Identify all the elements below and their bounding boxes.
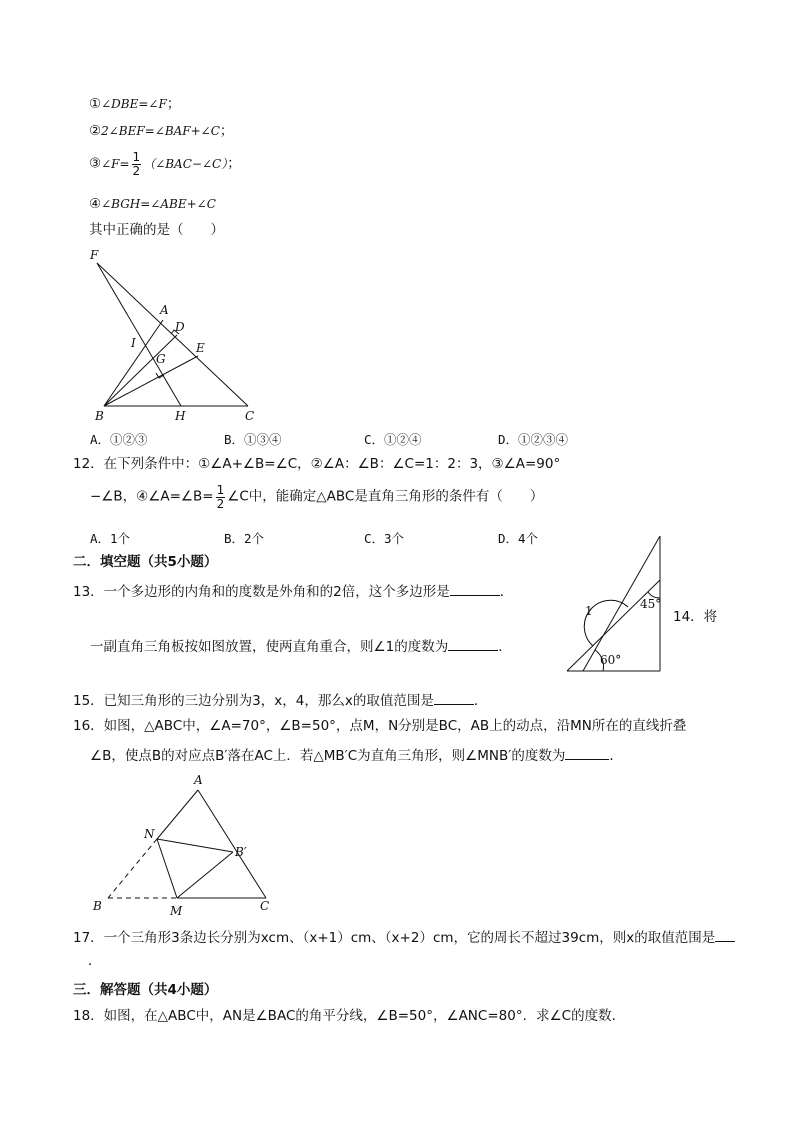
punctuation: ． <box>609 748 623 764</box>
label-M: M <box>170 904 183 918</box>
option-text: ①②③④ <box>518 432 569 447</box>
option-label: D． <box>498 531 519 546</box>
answer-blank[interactable] <box>715 929 735 942</box>
label-B: B <box>95 409 104 423</box>
punctuation: ． <box>473 693 488 709</box>
q18: 18．如图，在△ABC中，AN是∠BAC的角平分线，∠B=50°，∠ANC=80°．求∠C的度数． <box>73 1008 626 1024</box>
question-text: 13．一个多边形的内角和的度数是外角和的2倍，这个多边形是 <box>73 584 450 600</box>
question-text: ∠B，使点B的对应点B′落在AC上．若△MB′C为直角三角形，则∠MNB′的度数为 <box>90 748 566 764</box>
q11-statement-4 <box>89 198 216 212</box>
circled-number: ③ <box>89 155 102 172</box>
answer-blank[interactable] <box>565 747 609 760</box>
option-label: A． <box>90 531 111 546</box>
circled-number: ④ <box>89 196 102 212</box>
section-2-title: 二．填空题（共5小题） <box>73 554 218 570</box>
label-I: I <box>131 336 136 350</box>
q12-option-d[interactable] <box>498 529 538 547</box>
q12-option-b[interactable] <box>224 529 264 547</box>
q17-line-2: ． <box>88 953 102 969</box>
option-text: 3个 <box>384 531 405 546</box>
answer-blank[interactable] <box>448 638 498 651</box>
option-label: B． <box>224 531 245 546</box>
punctuation: ； <box>227 155 241 172</box>
q16-line-2 <box>90 747 623 764</box>
q14-number: 14．将 <box>673 609 718 625</box>
q12-line-1: 12．在下列条件中：①∠A+∠B=∠C，②∠A：∠B：∠C=1：2：3，③∠A=90° <box>73 456 561 472</box>
option-text: ①②③ <box>110 432 148 447</box>
option-text: 1个 <box>110 531 131 546</box>
label-B-prime: B′ <box>235 845 247 859</box>
label-N: N <box>144 827 155 841</box>
math-expression: （∠BAC−∠C） <box>143 157 228 172</box>
option-text: ①②④ <box>384 432 422 447</box>
q12-option-a[interactable] <box>90 529 130 547</box>
question-text: 一副直角三角板按如图放置，使两直角重合，则∠1的度数为 <box>90 639 449 655</box>
q11-option-b[interactable] <box>224 430 282 448</box>
option-text: 4个 <box>518 531 539 546</box>
q11-option-d[interactable] <box>498 430 568 448</box>
option-label: B． <box>224 432 245 447</box>
section-3-title: 三．解答题（共4小题） <box>73 982 218 998</box>
label-H: H <box>175 409 186 423</box>
q11-question: 其中正确的是（ ） <box>89 222 224 238</box>
angle-45-label: 45° <box>640 597 662 611</box>
label-B: B <box>93 899 102 913</box>
q14-set-square-figure <box>565 532 665 674</box>
punctuation: ． <box>498 639 512 655</box>
option-label: C． <box>364 432 385 447</box>
option-label: A． <box>90 432 111 447</box>
circled-number: ① <box>89 96 102 112</box>
q17-line-1 <box>73 929 735 946</box>
question-text: 17．一个三角形3条边长分别为xcm、（x+1）cm、（x+2）cm，它的周长不超过39cm，则x的取值范围是 <box>73 930 716 946</box>
option-text: 2个 <box>244 531 265 546</box>
q11-statement-3 <box>89 151 241 177</box>
fraction-denominator: 2 <box>132 163 141 178</box>
option-text: ①③④ <box>244 432 282 447</box>
q11-statement-2 <box>89 125 233 139</box>
label-A: A <box>160 303 169 317</box>
fraction <box>132 151 142 177</box>
label-C: C <box>245 409 255 423</box>
q11-option-c[interactable] <box>364 430 422 448</box>
label-D: D <box>175 320 185 334</box>
q11-triangle-figure <box>85 248 270 423</box>
punctuation: ； <box>166 96 181 112</box>
punctuation: ； <box>219 123 234 139</box>
math-expression: −∠B，④∠A=∠B= <box>90 488 214 505</box>
punctuation: ． <box>499 584 514 600</box>
option-label: D． <box>498 432 519 447</box>
q11-statement-1 <box>89 98 180 112</box>
q15 <box>73 692 487 709</box>
circled-number: ② <box>89 123 102 139</box>
q12-line-2 <box>90 484 543 510</box>
q11-option-a[interactable] <box>90 430 148 448</box>
math-expression: ∠F= <box>101 157 130 172</box>
q13 <box>73 583 513 600</box>
question-text: 15．已知三角形的三边分别为3，x，4，那么x的取值范围是 <box>73 693 434 709</box>
fraction-numerator: 1 <box>216 483 225 497</box>
math-expression: ∠BGH=∠ABE+∠C <box>101 197 216 211</box>
fraction-denominator: 2 <box>216 496 225 511</box>
label-A: A <box>194 773 203 787</box>
label-E: E <box>196 341 205 355</box>
math-expression: 2∠BEF=∠BAF+∠C <box>101 124 220 138</box>
label-C: C <box>260 899 270 913</box>
q16-fold-figure <box>88 770 278 918</box>
answer-blank[interactable] <box>434 692 474 705</box>
option-label: C． <box>364 531 385 546</box>
question-text: ∠C中，能确定△ABC是直角三角形的条件有（ ） <box>227 488 544 505</box>
angle-60-label: 60° <box>600 653 622 667</box>
angle-1-label: 1 <box>585 604 593 618</box>
fraction-numerator: 1 <box>132 150 141 164</box>
fraction <box>216 484 226 510</box>
q12-option-c[interactable] <box>364 529 404 547</box>
label-G: G <box>156 352 166 366</box>
answer-blank[interactable] <box>450 583 500 596</box>
q14-text <box>90 638 512 655</box>
label-F: F <box>90 248 99 262</box>
math-expression: ∠DBE=∠F <box>101 97 167 111</box>
q16-line-1: 16．如图，△ABC中，∠A=70°，∠B=50°，点M，N分别是BC，AB上的动点，沿MN所在的直线折叠 <box>73 718 687 734</box>
